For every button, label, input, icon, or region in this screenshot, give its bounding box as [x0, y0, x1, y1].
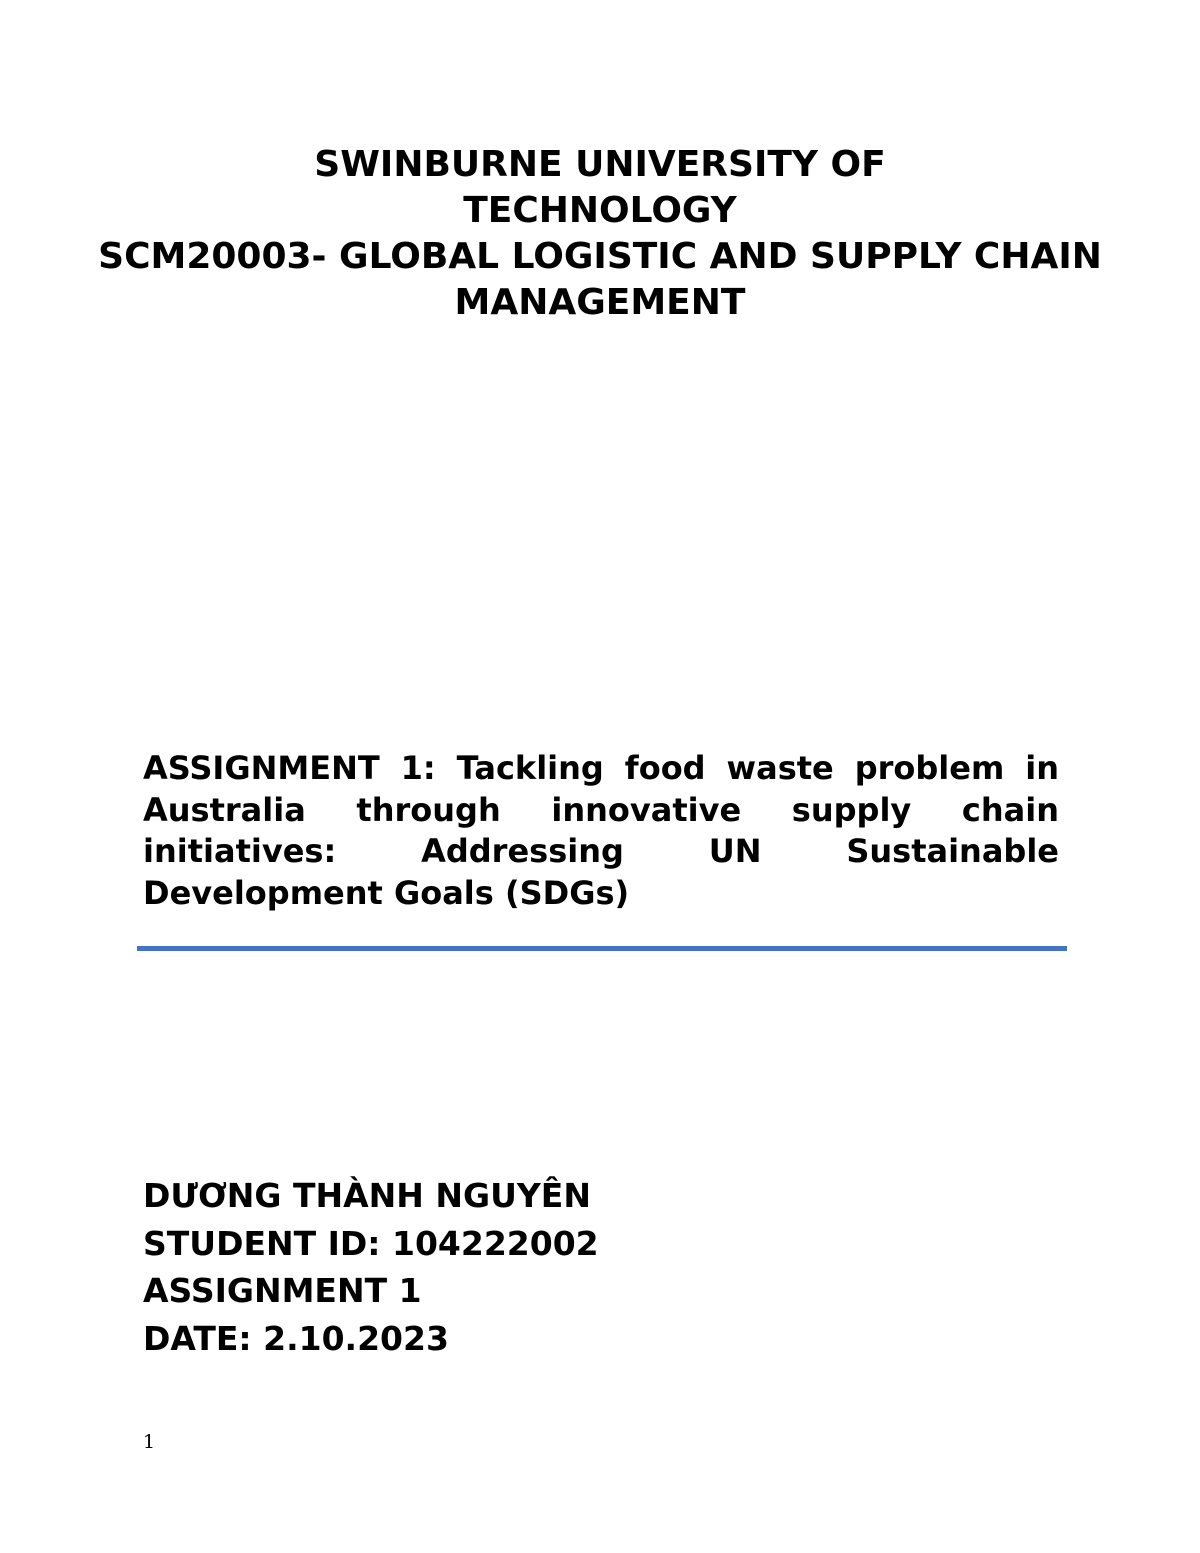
university-name-line-1: SWINBURNE UNIVERSITY OF	[314, 144, 886, 185]
student-id: STUDENT ID: 104222002	[143, 1223, 599, 1263]
assignment-title: ASSIGNMENT 1: Tackling food waste problem in Australia through innovative supply chain initiatives: Addressing UN Sustainable Development Goals (SDGs)	[143, 749, 1059, 912]
course-title-line-2: MANAGEMENT	[454, 282, 746, 323]
page-number: 1	[143, 1431, 156, 1453]
title-divider	[137, 946, 1067, 951]
student-info	[143, 1172, 599, 1362]
course-title-line-1: SCM20003- GLOBAL LOGISTIC AND SUPPLY CHAIN	[98, 236, 1102, 277]
student-name: DƯƠNG THÀNH NGUYÊN	[143, 1176, 591, 1215]
submission-date: DATE: 2.10.2023	[143, 1318, 449, 1358]
university-name-line-2: TECHNOLOGY	[463, 190, 737, 231]
assignment-label: ASSIGNMENT 1	[143, 1271, 422, 1310]
page-header	[0, 142, 1200, 326]
